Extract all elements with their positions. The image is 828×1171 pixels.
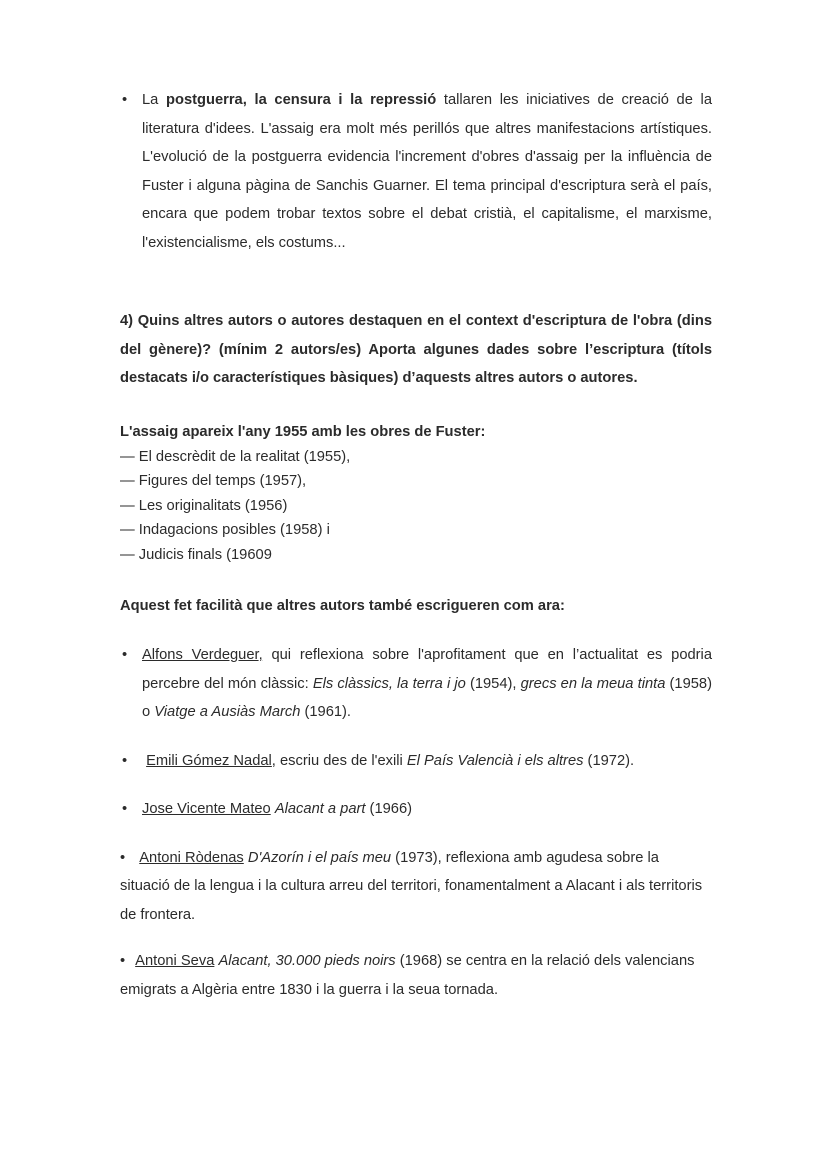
author-name-suffix: ,: [258, 647, 263, 663]
author-name: Jose Vicente Mateo: [142, 801, 271, 817]
spacer-after-others-heading: [120, 619, 712, 641]
author-text-segment: (1961).: [300, 704, 352, 720]
spacer-between-bullets: [120, 929, 712, 947]
author-text-segment: (1966): [365, 801, 413, 817]
question-4-heading: 4) Quins altres autors o autores destaquen en el context d'escriptura de l'obra (dins del gènere)? (mínim 2 autors/es) Aporta algunes dades sobre l’escriptura (títols destacats i/o característiques bàsiques) d’aquests altres autors o autores.: [120, 313, 712, 386]
bullet-icon: •: [122, 801, 128, 817]
spacer-before-question: [120, 257, 712, 307]
author-text-segment: qui reflexiona sobre l'aprofitament que en l’actualitat es podria percebre del món clàssic:: [142, 647, 712, 692]
work-title: El País Valencià i els altres: [406, 752, 584, 769]
fuster-work-title: Figures del temps (1957),: [138, 473, 307, 489]
list-item: [120, 445, 712, 470]
author-name: Alfons Verdeguer: [142, 647, 259, 663]
spacer-between-bullets: [120, 824, 712, 844]
fuster-work-title: Indagacions posibles (1958) i: [138, 522, 330, 538]
other-authors-heading: Aquest fet facilità que altres autors també escrigueren com ara:: [120, 598, 565, 614]
intro-lead-bold: postguerra, la censura i la repressió: [166, 92, 437, 108]
list-item: [120, 518, 712, 543]
dash-icon: —: [120, 522, 135, 538]
work-title: Viatge a Ausiàs March: [154, 704, 301, 720]
bullet-icon: •: [122, 752, 128, 769]
spacer-after-question: [120, 393, 712, 419]
fuster-work-title: El descrèdit de la realitat (1955),: [138, 448, 351, 465]
bullet-icon: •: [122, 647, 128, 663]
intro-bullet-paragraph: [120, 86, 712, 257]
author-bullet-antoni-rodenas: [120, 844, 712, 930]
fuster-work-title: Les originalitats (1956): [138, 497, 288, 514]
author-bullet-jose-vicente-mateo: [120, 795, 712, 824]
spacer-after-fuster-list: [120, 567, 712, 593]
fuster-works-list: [120, 445, 712, 568]
fuster-work-title: Judicis finals (19609: [138, 546, 272, 563]
author-name: Emili Gómez Nadal: [146, 752, 272, 769]
dash-icon: —: [120, 546, 135, 563]
work-title: Alacant a part: [274, 801, 366, 817]
bullet-icon: •: [120, 849, 126, 866]
author-bullet-list: [120, 641, 712, 1004]
dash-icon: —: [120, 473, 135, 489]
author-bullet-emili-gomez-nadal: [120, 747, 712, 776]
author-text-segment: escriu des de l'exili: [275, 752, 407, 769]
author-text-segment: (1972).: [583, 752, 635, 769]
author-name: Antoni Seva: [135, 953, 215, 969]
list-item: [120, 543, 712, 568]
list-item: [120, 494, 712, 519]
author-name-suffix: ,: [271, 752, 276, 769]
dash-icon: —: [120, 497, 135, 514]
list-item: [120, 469, 712, 494]
intro-body-text: tallaren les iniciatives de creació de la literatura d'idees. L'assaig era molt més perillós que altres manifestacions artístiques. L'evolució de la postguerra evidencia l'increment d'obres d'assaig per la influència de Fuster i alguna pàgina de Sanchis Guarner. El tema principal d'escriptura serà el país, encara que podem trobar textos sobre el debat cristià, el capitalisme, el marxisme, l'existencialisme, els costums...: [142, 92, 712, 251]
fuster-intro-heading: L'assaig apareix l'any 1955 amb les obres de Fuster:: [120, 423, 486, 440]
intro-lead-plain: La: [142, 92, 167, 108]
bullet-icon: •: [120, 953, 126, 969]
author-text-segment: (1958) o: [142, 675, 712, 720]
author-bullet-alfons-verdeguer: [120, 641, 712, 727]
work-title: Els clàssics, la terra i jo: [312, 675, 466, 692]
author-name: Antoni Ròdenas: [139, 849, 244, 866]
bullet-icon: •: [122, 92, 128, 108]
author-text-segment: (1954),: [465, 675, 521, 692]
work-title: D'Azorín i el país meu: [247, 849, 392, 866]
spacer-between-bullets: [120, 727, 712, 747]
work-title: Alacant, 30.000 pieds noirs: [218, 953, 396, 969]
dash-icon: —: [120, 448, 135, 465]
spacer-between-bullets: [120, 775, 712, 795]
author-text-segment: (1968) se centra en la relació dels valencians emigrats a Algèria entre 1830 i la guerra i la seua tornada.: [120, 953, 695, 998]
author-text-segment: (1973), reflexiona amb agudesa sobre la situació de la lengua i la cultura arreu del territori, fonamentalment a Alacant i als territoris de frontera.: [120, 849, 703, 923]
document-body: [120, 86, 712, 1004]
author-bullet-antoni-seva: [120, 947, 712, 1004]
work-title: grecs en la meua tinta: [520, 675, 666, 692]
